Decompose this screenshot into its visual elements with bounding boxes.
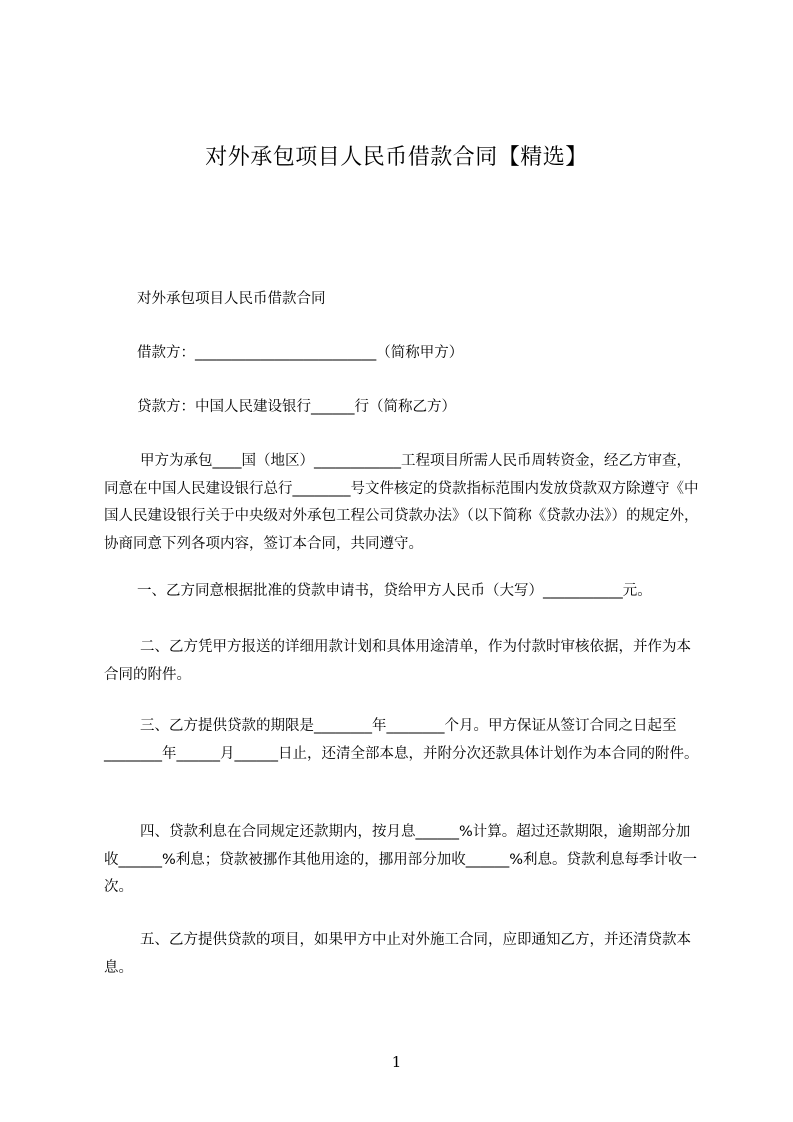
- page-number: 1: [391, 1053, 402, 1071]
- preamble-paragraph: 甲方为承包____国（地区）____________工程项目所需人民币周转资金，经乙方审查，同意在中国人民建设银行总行________号文件核定的贷款指标范围内发放贷款双方除遵守《中国人民建设银行关于中央级对外承包工程公司贷款办法》（以下简称《贷款办法》）的规定外，协商同意下列各项内容，签订本合同，共同遵守。: [104, 453, 699, 552]
- lender-line: 贷款方：中国人民建设银行______行（简称乙方）: [137, 399, 456, 415]
- clause-2: 二、乙方凭甲方报送的详细用款计划和具体用途清单，作为付款时审核依据，并作为本合同的附件。: [104, 639, 691, 683]
- document-title: 对外承包项目人民币借款合同【精选】: [205, 145, 588, 170]
- clause-3: 三、乙方提供贷款的期限是________年________个月。甲方保证从签订合同之日起至________年______月______日止，还清全部本息，并附分次还款具体计划作为本合同的附件。: [104, 718, 699, 762]
- clause-5: 五、乙方提供贷款的项目，如果甲方中止对外施工合同，应即通知乙方，并还清贷款本息。: [104, 932, 691, 976]
- clause-1: 一、乙方同意根据批准的贷款申请书，贷给甲方人民币（大写）___________元。: [137, 583, 652, 599]
- clause-4: 四、贷款利息在合同规定还款期内，按月息______%计算。超过还款期限，逾期部分加收______%利息；贷款被挪作其他用途的，挪用部分加收______%利息。贷款利息每季计收一次。: [104, 824, 698, 895]
- contract-heading: 对外承包项目人民币借款合同: [137, 291, 326, 307]
- borrower-line: 借款方：_________________________（简称甲方）: [137, 345, 464, 361]
